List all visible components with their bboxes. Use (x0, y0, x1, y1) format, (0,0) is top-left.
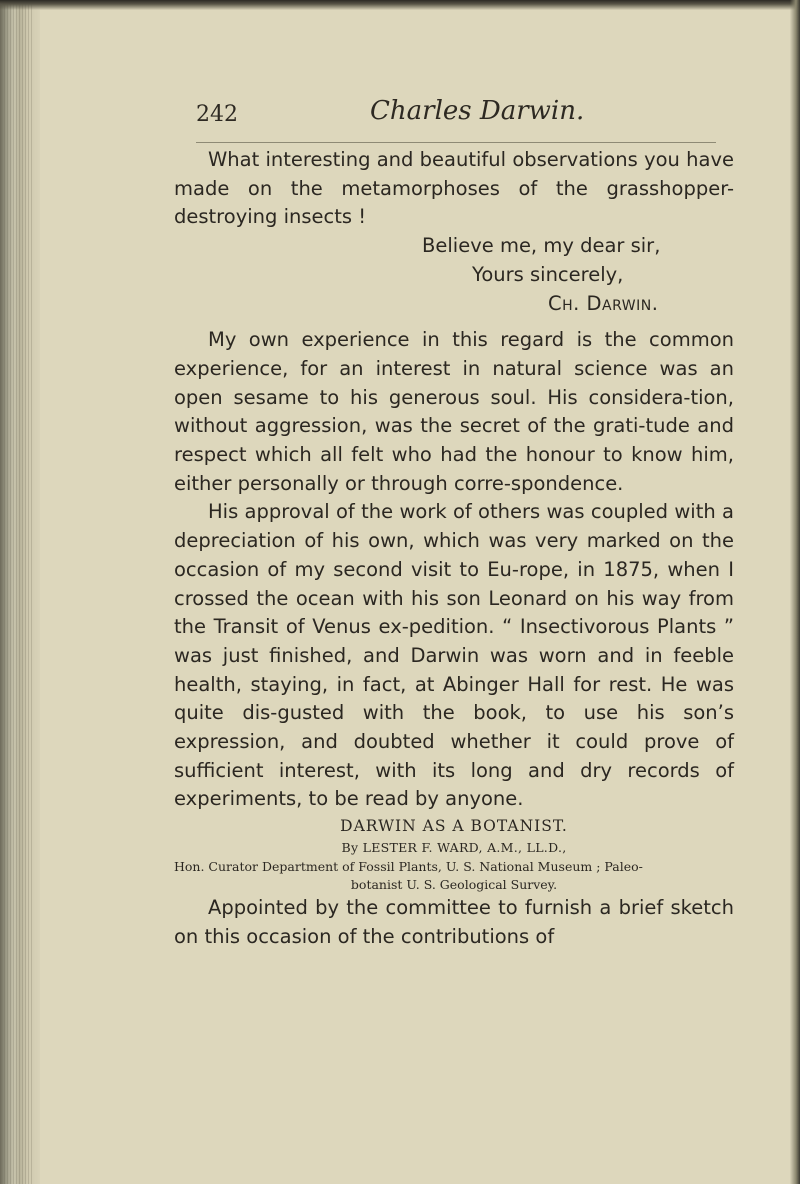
letter-closing-1: Believe me, my dear sir, (422, 234, 661, 258)
letter-signature: Ch. Darwin. (548, 291, 659, 315)
section-opening: Appointed by the committee to furnish a brief sketch on this occasion of the contributions of (174, 896, 734, 948)
paragraph: My own experience in this regard is the common experience, for an interest in natural science was an open sesame to his generous soul. His considera-tion, without aggression, was the secret of the grati-tude and respect which all felt who had the honour to know him, either personally or through corre-spondence. (174, 328, 734, 495)
running-header (196, 96, 716, 140)
page-right-edge (790, 0, 800, 1184)
letter-closing-2: Yours sincerely, (472, 262, 624, 286)
section-affiliation (174, 858, 734, 894)
book-spine-shadow (0, 0, 40, 1184)
section-byline: By LESTER F. WARD, A.M., LL.D., (341, 840, 567, 856)
header-rule (196, 142, 716, 143)
page-number: 242 (196, 102, 238, 127)
paragraph: His approval of the work of others was coupled with a depreciation of his own, which was very marked on the occasion of my second visit to Eu-rope, in 1875, when I crossed the ocean with his son Leonard on his way from the Transit of Venus ex-pedition. “ Insectivorous Plants ” was just finished, and Darwin was worn and in feeble health, staying, in fact, at Abinger Hall for rest. He was quite dis-gusted with the book, to use his son’s expression, and doubted whether it could prove of sufficient interest, with its long and dry records of experiments, to be read by anyone. (174, 500, 734, 811)
section-title: DARWIN AS A BOTANIST. (340, 817, 568, 836)
affiliation-line-1: Hon. Curator Department of Fossil Plants, U. S. National Museum ; Paleo- (174, 859, 643, 875)
running-title: Charles Darwin. (370, 96, 585, 126)
page-text (174, 146, 734, 952)
letter-body: What interesting and beautiful observations you have made on the metamorphoses of the grasshopper-destroying insects ! (174, 148, 734, 229)
page-top-edge (0, 0, 800, 10)
affiliation-line-2: botanist U. S. Geological Survey. (350, 877, 558, 893)
